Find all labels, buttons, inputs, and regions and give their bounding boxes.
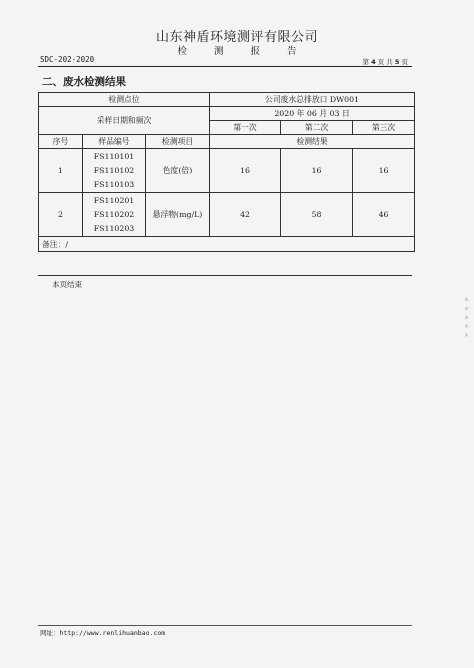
row-1-item: 色度(倍): [146, 149, 210, 193]
table-row: [39, 93, 415, 107]
sample-code: FS110102: [93, 165, 135, 175]
seam-stamp-mark: ▪ ▪ ▪ ▪ ▪: [463, 296, 470, 339]
page-prefix: 第: [362, 58, 370, 66]
row-1-samples: [83, 149, 146, 193]
page-current: 4: [371, 58, 376, 66]
section-title: 二、废水检测结果: [42, 76, 126, 88]
sample-code: FS110101: [93, 151, 135, 161]
report-title: 检 测 报 告: [177, 46, 309, 57]
row-1-no: 1: [39, 149, 83, 193]
row-1-value-3: 16: [353, 149, 415, 193]
row-1-value-1: 16: [210, 149, 281, 193]
time-2: 第二次: [281, 121, 353, 135]
wastewater-results-table: [38, 92, 415, 252]
page-indicator: [363, 57, 408, 66]
row-2-no: 2: [39, 193, 83, 237]
page-mid: 页 共: [377, 58, 393, 66]
row-2-value-2: 58: [281, 193, 353, 237]
page-total: 5: [394, 58, 400, 66]
company-name: 山东神盾环境测评有限公司: [155, 30, 318, 45]
col-sample: 样品编号: [83, 135, 146, 149]
table-row: [39, 149, 415, 193]
row-2-item: 悬浮物(mg/L): [146, 193, 210, 237]
point-value: 公司废水总排放口 DW001: [210, 93, 415, 107]
footer-website: 网址：http://www.renlihuanbao.com: [40, 629, 166, 637]
table-row: [39, 193, 415, 237]
time-3: 第三次: [353, 121, 415, 135]
end-of-page-text: 本页结束: [52, 280, 82, 289]
date-label: 采样日期和频次: [39, 107, 210, 135]
sample-code: FS110103: [93, 179, 135, 189]
row-2-value-3: 46: [353, 193, 415, 237]
col-item: 检测项目: [146, 135, 210, 149]
table-row: [39, 237, 415, 252]
col-no: 序号: [39, 135, 83, 149]
page-suffix: 页: [401, 58, 408, 66]
sample-code: FS110202: [93, 209, 135, 219]
sample-code: FS110203: [93, 223, 135, 233]
end-divider: [38, 275, 412, 276]
table-row: [39, 135, 415, 149]
header-divider: [38, 66, 412, 67]
document-number: SDC-202-2020: [40, 55, 95, 64]
footer-divider: [38, 625, 412, 626]
date-value: 2020 年 06 月 03 日: [210, 107, 415, 121]
col-result: 检测结果: [210, 135, 415, 149]
row-1-value-2: 16: [281, 149, 353, 193]
time-1: 第一次: [210, 121, 281, 135]
remark: 备注：/: [39, 237, 415, 252]
row-2-samples: [83, 193, 146, 237]
row-2-value-1: 42: [210, 193, 281, 237]
point-label: 检测点位: [39, 93, 210, 107]
table-row: [39, 107, 415, 121]
sample-code: FS110201: [93, 195, 135, 205]
